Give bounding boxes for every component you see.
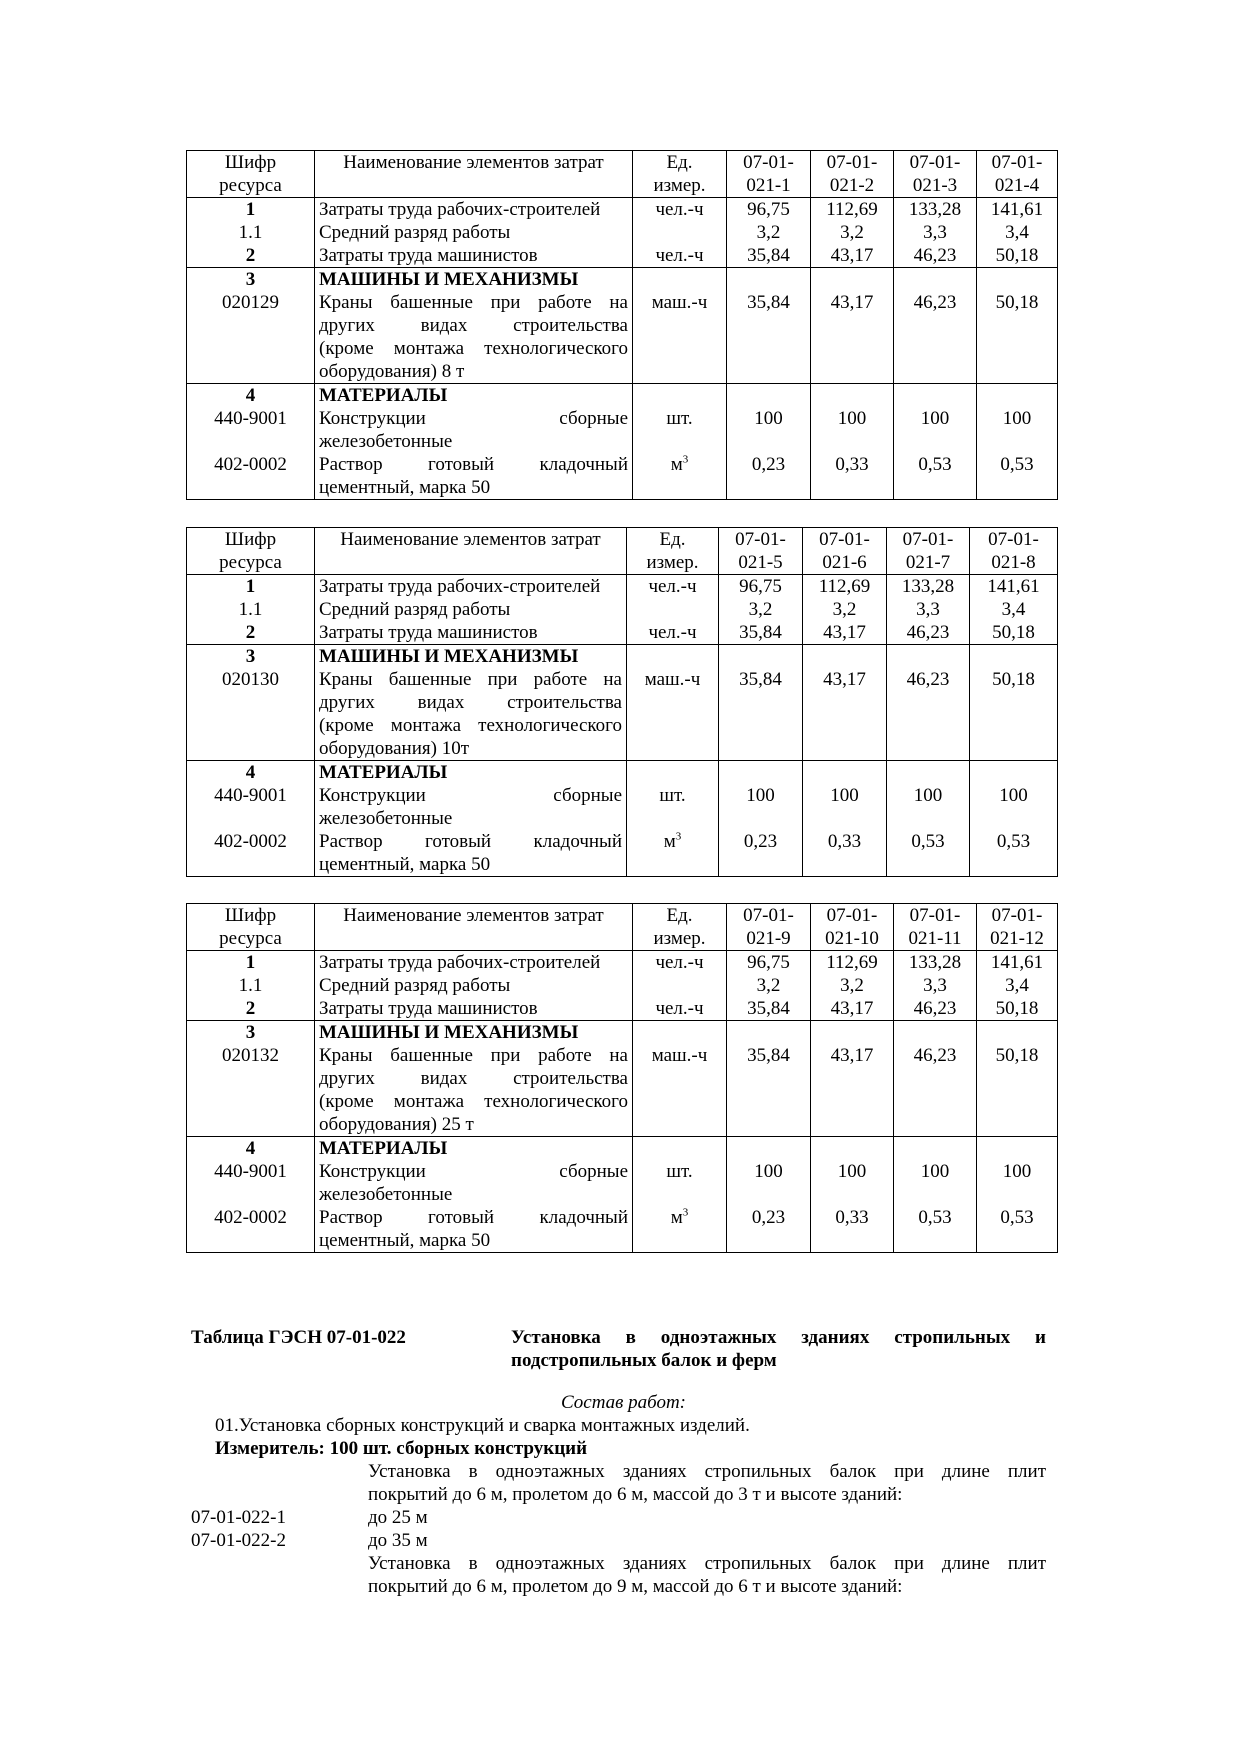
machines-name: МАШИНЫ И МЕХАНИЗМЫ Краны башенные при работе на других видах строительства (кроме монтажа технологического оборудования) 25 т	[315, 1021, 633, 1137]
machines-code: 3 020130	[187, 645, 315, 761]
table-row-labor	[187, 198, 1058, 222]
resource-table-2	[186, 527, 1058, 877]
machines-unit: маш.-ч	[633, 1021, 727, 1137]
table-row-labor	[187, 951, 1058, 975]
row-value: 112,69	[811, 951, 894, 975]
row-code: 1.1	[187, 598, 315, 621]
machines-value: 43,17	[811, 1021, 894, 1137]
row-value: 3,4	[977, 974, 1058, 997]
row-code: 2	[187, 997, 315, 1021]
table-row-operators	[187, 244, 1058, 268]
item-row	[191, 1506, 286, 1529]
header-name: Наименование элементов затрат	[315, 151, 633, 198]
table-row-materials	[187, 384, 1058, 500]
materials-value: 100 0,53	[887, 761, 970, 877]
table-row-machines	[187, 645, 1058, 761]
materials-value: 100 0,33	[803, 761, 887, 877]
row-code: 1	[187, 198, 315, 222]
header-name: Наименование элементов затрат	[315, 528, 627, 575]
row-unit: чел.-ч	[633, 951, 727, 975]
header-unit: Ед. измер.	[627, 528, 719, 575]
header-col-1: 07-01- 021-9	[727, 904, 811, 951]
header-unit: Ед. измер.	[633, 904, 727, 951]
machines-value: 35,84	[727, 1021, 811, 1137]
work-item: 01.Установка сборных конструкций и сварка монтажных изделий.	[215, 1415, 750, 1436]
row-value: 112,69	[803, 575, 887, 599]
table-label: Таблица ГЭСН 07-01-022	[191, 1327, 406, 1348]
item-group-1: Установка в одноэтажных зданиях стропильных балок при длине плит покрытий до 6 м, пролетом до 6 м, массой до 3 т и высоте зданий:	[368, 1461, 1046, 1505]
header-col-3: 07-01- 021-3	[894, 151, 977, 198]
machines-name: МАШИНЫ И МЕХАНИЗМЫ Краны башенные при работе на других видах строительства (кроме монтажа технологического оборудования) 8 т	[315, 268, 633, 384]
row-value: 3,2	[811, 974, 894, 997]
row-value: 96,75	[727, 951, 811, 975]
materials-name: МАТЕРИАЛЫ Конструкции сборные железобетонные Раствор готовый кладочный цементный, марка 50	[315, 384, 633, 500]
row-value: 35,84	[727, 997, 811, 1021]
resource-table-3	[186, 903, 1058, 1253]
header-code: Шифр ресурса	[187, 528, 315, 575]
table-row-machines	[187, 268, 1058, 384]
row-value: 50,18	[970, 621, 1058, 645]
materials-unit: шт. $м^3$	[633, 384, 727, 500]
row-value: 3,4	[970, 598, 1058, 621]
row-value: 141,61	[977, 198, 1058, 222]
row-value: 133,28	[887, 575, 970, 599]
row-value: 3,2	[719, 598, 803, 621]
materials-unit: шт. $м^3$	[627, 761, 719, 877]
header-unit: Ед. измер.	[633, 151, 727, 198]
materials-value: 100 0,53	[977, 384, 1058, 500]
table-row-machines	[187, 1021, 1058, 1137]
row-value: 46,23	[887, 621, 970, 645]
machines-value: 46,23	[894, 1021, 977, 1137]
row-value: 35,84	[727, 244, 811, 268]
row-name: Затраты труда рабочих-строителей	[315, 575, 627, 599]
row-value: 43,17	[811, 244, 894, 268]
header-col-4: 07-01- 021-8	[970, 528, 1058, 575]
row-name: Средний разряд работы	[315, 598, 627, 621]
table-row-operators	[187, 621, 1058, 645]
materials-value: 100 0,53	[970, 761, 1058, 877]
row-value: 43,17	[803, 621, 887, 645]
row-value: 3,4	[977, 221, 1058, 244]
row-value: 3,3	[894, 221, 977, 244]
row-code: 1.1	[187, 221, 315, 244]
machines-unit: маш.-ч	[633, 268, 727, 384]
section-title: Установка в одноэтажных зданиях стропильных и подстропильных балок и ферм	[511, 1327, 1046, 1371]
row-unit: чел.-ч	[633, 244, 727, 268]
item-row	[191, 1529, 286, 1552]
row-value: 50,18	[977, 244, 1058, 268]
row-value: 133,28	[894, 198, 977, 222]
materials-code: 4 440-9001 402-0002	[187, 761, 315, 877]
row-name: Затраты труда машинистов	[315, 997, 633, 1021]
header-code: Шифр ресурса	[187, 151, 315, 198]
materials-value: 100 0,53	[894, 384, 977, 500]
row-value: 50,18	[977, 997, 1058, 1021]
row-value: 141,61	[970, 575, 1058, 599]
row-value: 3,2	[727, 974, 811, 997]
row-value: 3,3	[894, 974, 977, 997]
row-name: Затраты труда рабочих-строителей	[315, 198, 633, 222]
machines-value: 43,17	[811, 268, 894, 384]
item-text: до 35 м	[368, 1530, 428, 1551]
materials-code: 4 440-9001 402-0002	[187, 1137, 315, 1253]
header-col-1: 07-01- 021-1	[727, 151, 811, 198]
table-row-materials	[187, 761, 1058, 877]
row-unit: чел.-ч	[627, 621, 719, 645]
row-value: 112,69	[811, 198, 894, 222]
row-value: 141,61	[977, 951, 1058, 975]
machines-value: 46,23	[894, 268, 977, 384]
row-value: 43,17	[811, 997, 894, 1021]
materials-code: 4 440-9001 402-0002	[187, 384, 315, 500]
row-code: 1.1	[187, 974, 315, 997]
row-value: 46,23	[894, 244, 977, 268]
materials-name: МАТЕРИАЛЫ Конструкции сборные железобетонные Раствор готовый кладочный цементный, марка 50	[315, 761, 627, 877]
machines-name: МАШИНЫ И МЕХАНИЗМЫ Краны башенные при работе на других видах строительства (кроме монтажа технологического оборудования) 10т	[315, 645, 627, 761]
header-col-1: 07-01- 021-5	[719, 528, 803, 575]
machines-code: 3 020132	[187, 1021, 315, 1137]
machines-value: 50,18	[970, 645, 1058, 761]
table-row-operators	[187, 997, 1058, 1021]
row-code: 2	[187, 621, 315, 645]
materials-value: 100 0,53	[894, 1137, 977, 1253]
table-header-row	[187, 528, 1058, 575]
row-unit: чел.-ч	[633, 997, 727, 1021]
table-row-grade	[187, 598, 1058, 621]
table-row-materials	[187, 1137, 1058, 1253]
row-unit	[627, 598, 719, 621]
row-value: 96,75	[727, 198, 811, 222]
materials-value: 100 0,23	[727, 1137, 811, 1253]
row-value: 96,75	[719, 575, 803, 599]
table-row-grade	[187, 221, 1058, 244]
table-row-labor	[187, 575, 1058, 599]
header-col-2: 07-01- 021-10	[811, 904, 894, 951]
materials-unit: шт. $м^3$	[633, 1137, 727, 1253]
resource-table-1	[186, 150, 1058, 500]
materials-name: МАТЕРИАЛЫ Конструкции сборные железобетонные Раствор готовый кладочный цементный, марка 50	[315, 1137, 633, 1253]
machines-value: 43,17	[803, 645, 887, 761]
item-group-2: Установка в одноэтажных зданиях стропильных балок при длине плит покрытий до 6 м, пролетом до 9 м, массой до 6 т и высоте зданий:	[368, 1553, 1046, 1597]
row-value: 133,28	[894, 951, 977, 975]
header-code: Шифр ресурса	[187, 904, 315, 951]
machines-code: 3 020129	[187, 268, 315, 384]
row-unit	[633, 221, 727, 244]
row-code: 2	[187, 244, 315, 268]
header-col-2: 07-01- 021-6	[803, 528, 887, 575]
item-code: 07-01-022-2	[191, 1530, 286, 1551]
row-name: Затраты труда рабочих-строителей	[315, 951, 633, 975]
item-text: до 25 м	[368, 1507, 428, 1528]
row-name: Средний разряд работы	[315, 221, 633, 244]
machines-value: 50,18	[977, 1021, 1058, 1137]
row-value: 35,84	[719, 621, 803, 645]
materials-value: 100 0,23	[719, 761, 803, 877]
row-unit: чел.-ч	[633, 198, 727, 222]
item-code: 07-01-022-1	[191, 1507, 286, 1528]
meter-label: Измеритель: 100 шт. сборных конструкций	[215, 1438, 588, 1459]
materials-value: 100 0,23	[727, 384, 811, 500]
row-name: Затраты труда машинистов	[315, 621, 627, 645]
header-col-3: 07-01- 021-11	[894, 904, 977, 951]
row-name: Затраты труда машинистов	[315, 244, 633, 268]
row-value: 3,2	[727, 221, 811, 244]
row-value: 3,3	[887, 598, 970, 621]
header-col-4: 07-01- 021-12	[977, 904, 1058, 951]
machines-value: 35,84	[719, 645, 803, 761]
table-header-row	[187, 151, 1058, 198]
row-code: 1	[187, 951, 315, 975]
machines-value: 46,23	[887, 645, 970, 761]
machines-unit: маш.-ч	[627, 645, 719, 761]
header-col-4: 07-01- 021-4	[977, 151, 1058, 198]
row-value: 3,2	[811, 221, 894, 244]
row-name: Средний разряд работы	[315, 974, 633, 997]
table-header-row	[187, 904, 1058, 951]
materials-value: 100 0,33	[811, 1137, 894, 1253]
materials-value: 100 0,53	[977, 1137, 1058, 1253]
materials-value: 100 0,33	[811, 384, 894, 500]
row-code: 1	[187, 575, 315, 599]
work-heading: Состав работ:	[560, 1392, 687, 1413]
machines-value: 50,18	[977, 268, 1058, 384]
row-unit	[633, 974, 727, 997]
header-name: Наименование элементов затрат	[315, 904, 633, 951]
row-value: 46,23	[894, 997, 977, 1021]
row-value: 3,2	[803, 598, 887, 621]
header-col-2: 07-01- 021-2	[811, 151, 894, 198]
row-unit: чел.-ч	[627, 575, 719, 599]
machines-value: 35,84	[727, 268, 811, 384]
header-col-3: 07-01- 021-7	[887, 528, 970, 575]
table-row-grade	[187, 974, 1058, 997]
